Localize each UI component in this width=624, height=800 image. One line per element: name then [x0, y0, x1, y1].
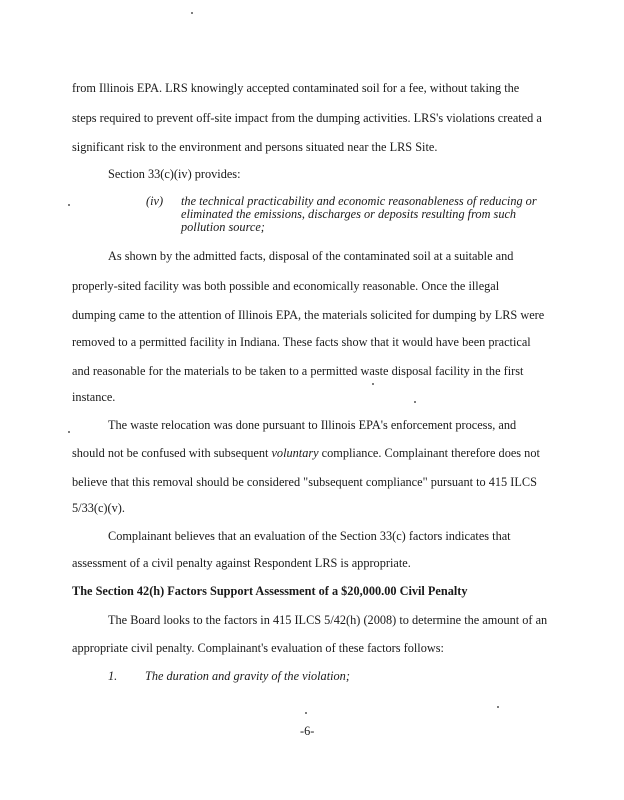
scan-speck	[372, 383, 374, 385]
body-line: The Board looks to the factors in 415 ILCS 5/42(h) (2008) to determine the amount of an	[108, 613, 548, 627]
list-item-text: The duration and gravity of the violation;	[145, 669, 350, 683]
body-line: appropriate civil penalty. Complainant's evaluation of these factors follows:	[72, 641, 444, 655]
page-number: -6-	[300, 724, 315, 738]
body-line: from Illinois EPA. LRS knowingly accepted contaminated soil for a fee, without taking the	[72, 81, 520, 95]
scan-speck	[68, 204, 70, 206]
body-line: and reasonable for the materials to be taken to a permitted waste disposal facility in the first	[72, 364, 524, 378]
body-line: steps required to prevent off-site impact from the dumping activities. LRS's violations created a	[72, 111, 542, 125]
body-line: significant risk to the environment and persons situated near the LRS Site.	[72, 140, 438, 154]
body-line: properly-sited facility was both possible and economically reasonable. Once the illegal	[72, 279, 500, 293]
scan-speck	[414, 401, 416, 403]
quote-number: (iv)	[146, 194, 164, 208]
body-line: The waste relocation was done pursuant to Illinois EPA's enforcement process, and	[108, 418, 517, 432]
body-line: As shown by the admitted facts, disposal of the contaminated soil at a suitable and	[108, 249, 514, 263]
body-line: Complainant believes that an evaluation of the Section 33(c) factors indicates that	[108, 529, 511, 543]
body-line: instance.	[72, 390, 116, 404]
scan-speck	[191, 12, 193, 14]
quote-line: eliminated the emissions, discharges or deposits resulting from such	[181, 207, 517, 221]
section-intro: Section 33(c)(iv) provides:	[108, 167, 241, 181]
scan-speck	[305, 712, 307, 714]
scan-speck	[68, 431, 70, 433]
text-run: should not be confused with subsequent	[72, 446, 272, 460]
body-line	[72, 446, 540, 460]
quote-line: pollution source;	[181, 220, 265, 234]
scan-speck	[497, 706, 499, 708]
section-heading: The Section 42(h) Factors Support Assessment of a $20,000.00 Civil Penalty	[72, 584, 468, 598]
emphasis-text: voluntary	[271, 446, 319, 460]
body-line: dumping came to the attention of Illinois EPA, the materials solicited for dumping by LRS were	[72, 308, 545, 322]
body-line: removed to a permitted facility in Indiana. These facts show that it would have been practical	[72, 335, 531, 349]
text-run: compliance. Complainant therefore does not	[318, 446, 540, 460]
quote-line: the technical practicability and economic reasonableness of reducing or	[181, 194, 537, 208]
body-line: assessment of a civil penalty against Respondent LRS is appropriate.	[72, 556, 411, 570]
list-item-number: 1.	[108, 669, 118, 683]
body-line: 5/33(c)(v).	[72, 501, 125, 515]
body-line: believe that this removal should be considered "subsequent compliance" pursuant to 415 ILCS	[72, 475, 537, 489]
